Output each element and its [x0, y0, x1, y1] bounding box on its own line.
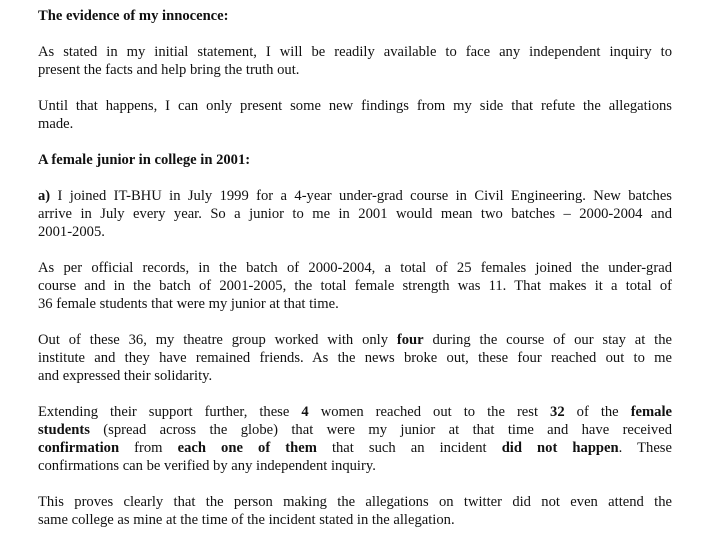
text-span: of the — [564, 404, 631, 420]
text-line: made. — [38, 116, 74, 132]
text-line — [38, 403, 672, 421]
text-line: As stated in my initial statement, I will be readily available to face any independent inquiry to — [38, 44, 672, 60]
text-line: 2001-2005. — [38, 224, 105, 240]
text-line: course and in the batch of 2001-2005, the total female strength was 11. That makes it a total of — [38, 278, 672, 294]
text-line: present the facts and help bring the truth out. — [38, 62, 300, 78]
text-line: same college as mine at the time of the incident stated in the allegation. — [38, 512, 455, 528]
emphasis-students: students — [38, 422, 90, 438]
text-span: women reached out to the rest — [308, 404, 551, 420]
text-span: (spread across the globe) that were my junior at that time and have received — [89, 422, 672, 438]
subheading-female-junior: A female junior in college in 2001: — [38, 152, 251, 168]
text-span: that such an incident — [316, 440, 502, 456]
text-line: 36 female students that were my junior at that time. — [38, 296, 339, 312]
text-line: and expressed their solidarity. — [38, 368, 213, 384]
emphasis-confirmation: confirmation — [38, 440, 120, 456]
text-span: during the course of our stay at the — [423, 332, 673, 348]
emphasis-each-one: each one of them — [177, 440, 317, 456]
text-span: Out of these 36, my theatre group worked with only — [38, 332, 397, 348]
text-line — [38, 331, 672, 349]
text-line: As per official records, in the batch of 2000-2004, a total of 25 females joined the under-grad — [38, 260, 672, 276]
emphasis-32: 32 — [550, 404, 565, 420]
text-line — [38, 187, 672, 205]
emphasis-female: female — [630, 404, 673, 420]
text-span: Extending their support further, these — [38, 404, 302, 420]
text-line — [38, 439, 672, 457]
text-line: confirmations can be verified by any independent inquiry. — [38, 458, 376, 474]
text-line: This proves clearly that the person making the allegations on twitter did not even attend the — [38, 494, 672, 510]
text-span: from — [119, 440, 178, 456]
text-line: institute and they have remained friends. As the news broke out, these four reached out to me — [38, 350, 672, 366]
emphasis-4: 4 — [301, 404, 309, 420]
list-label: a) — [38, 188, 51, 204]
text-line: arrive in July every year. So a junior to me in 2001 would mean two batches – 2000-2004 and — [38, 206, 672, 222]
heading-evidence: The evidence of my innocence: — [38, 8, 229, 24]
text-span: I joined IT-BHU in July 1999 for a 4-year under-grad course in Civil Engineering. New batches — [50, 188, 672, 204]
emphasis-did-not-happen: did not happen — [501, 440, 619, 456]
text-line: Until that happens, I can only present some new findings from my side that refute the allegations — [38, 98, 672, 114]
text-line — [38, 421, 672, 439]
emphasis-four: four — [396, 332, 424, 348]
text-span: . These — [618, 440, 672, 456]
